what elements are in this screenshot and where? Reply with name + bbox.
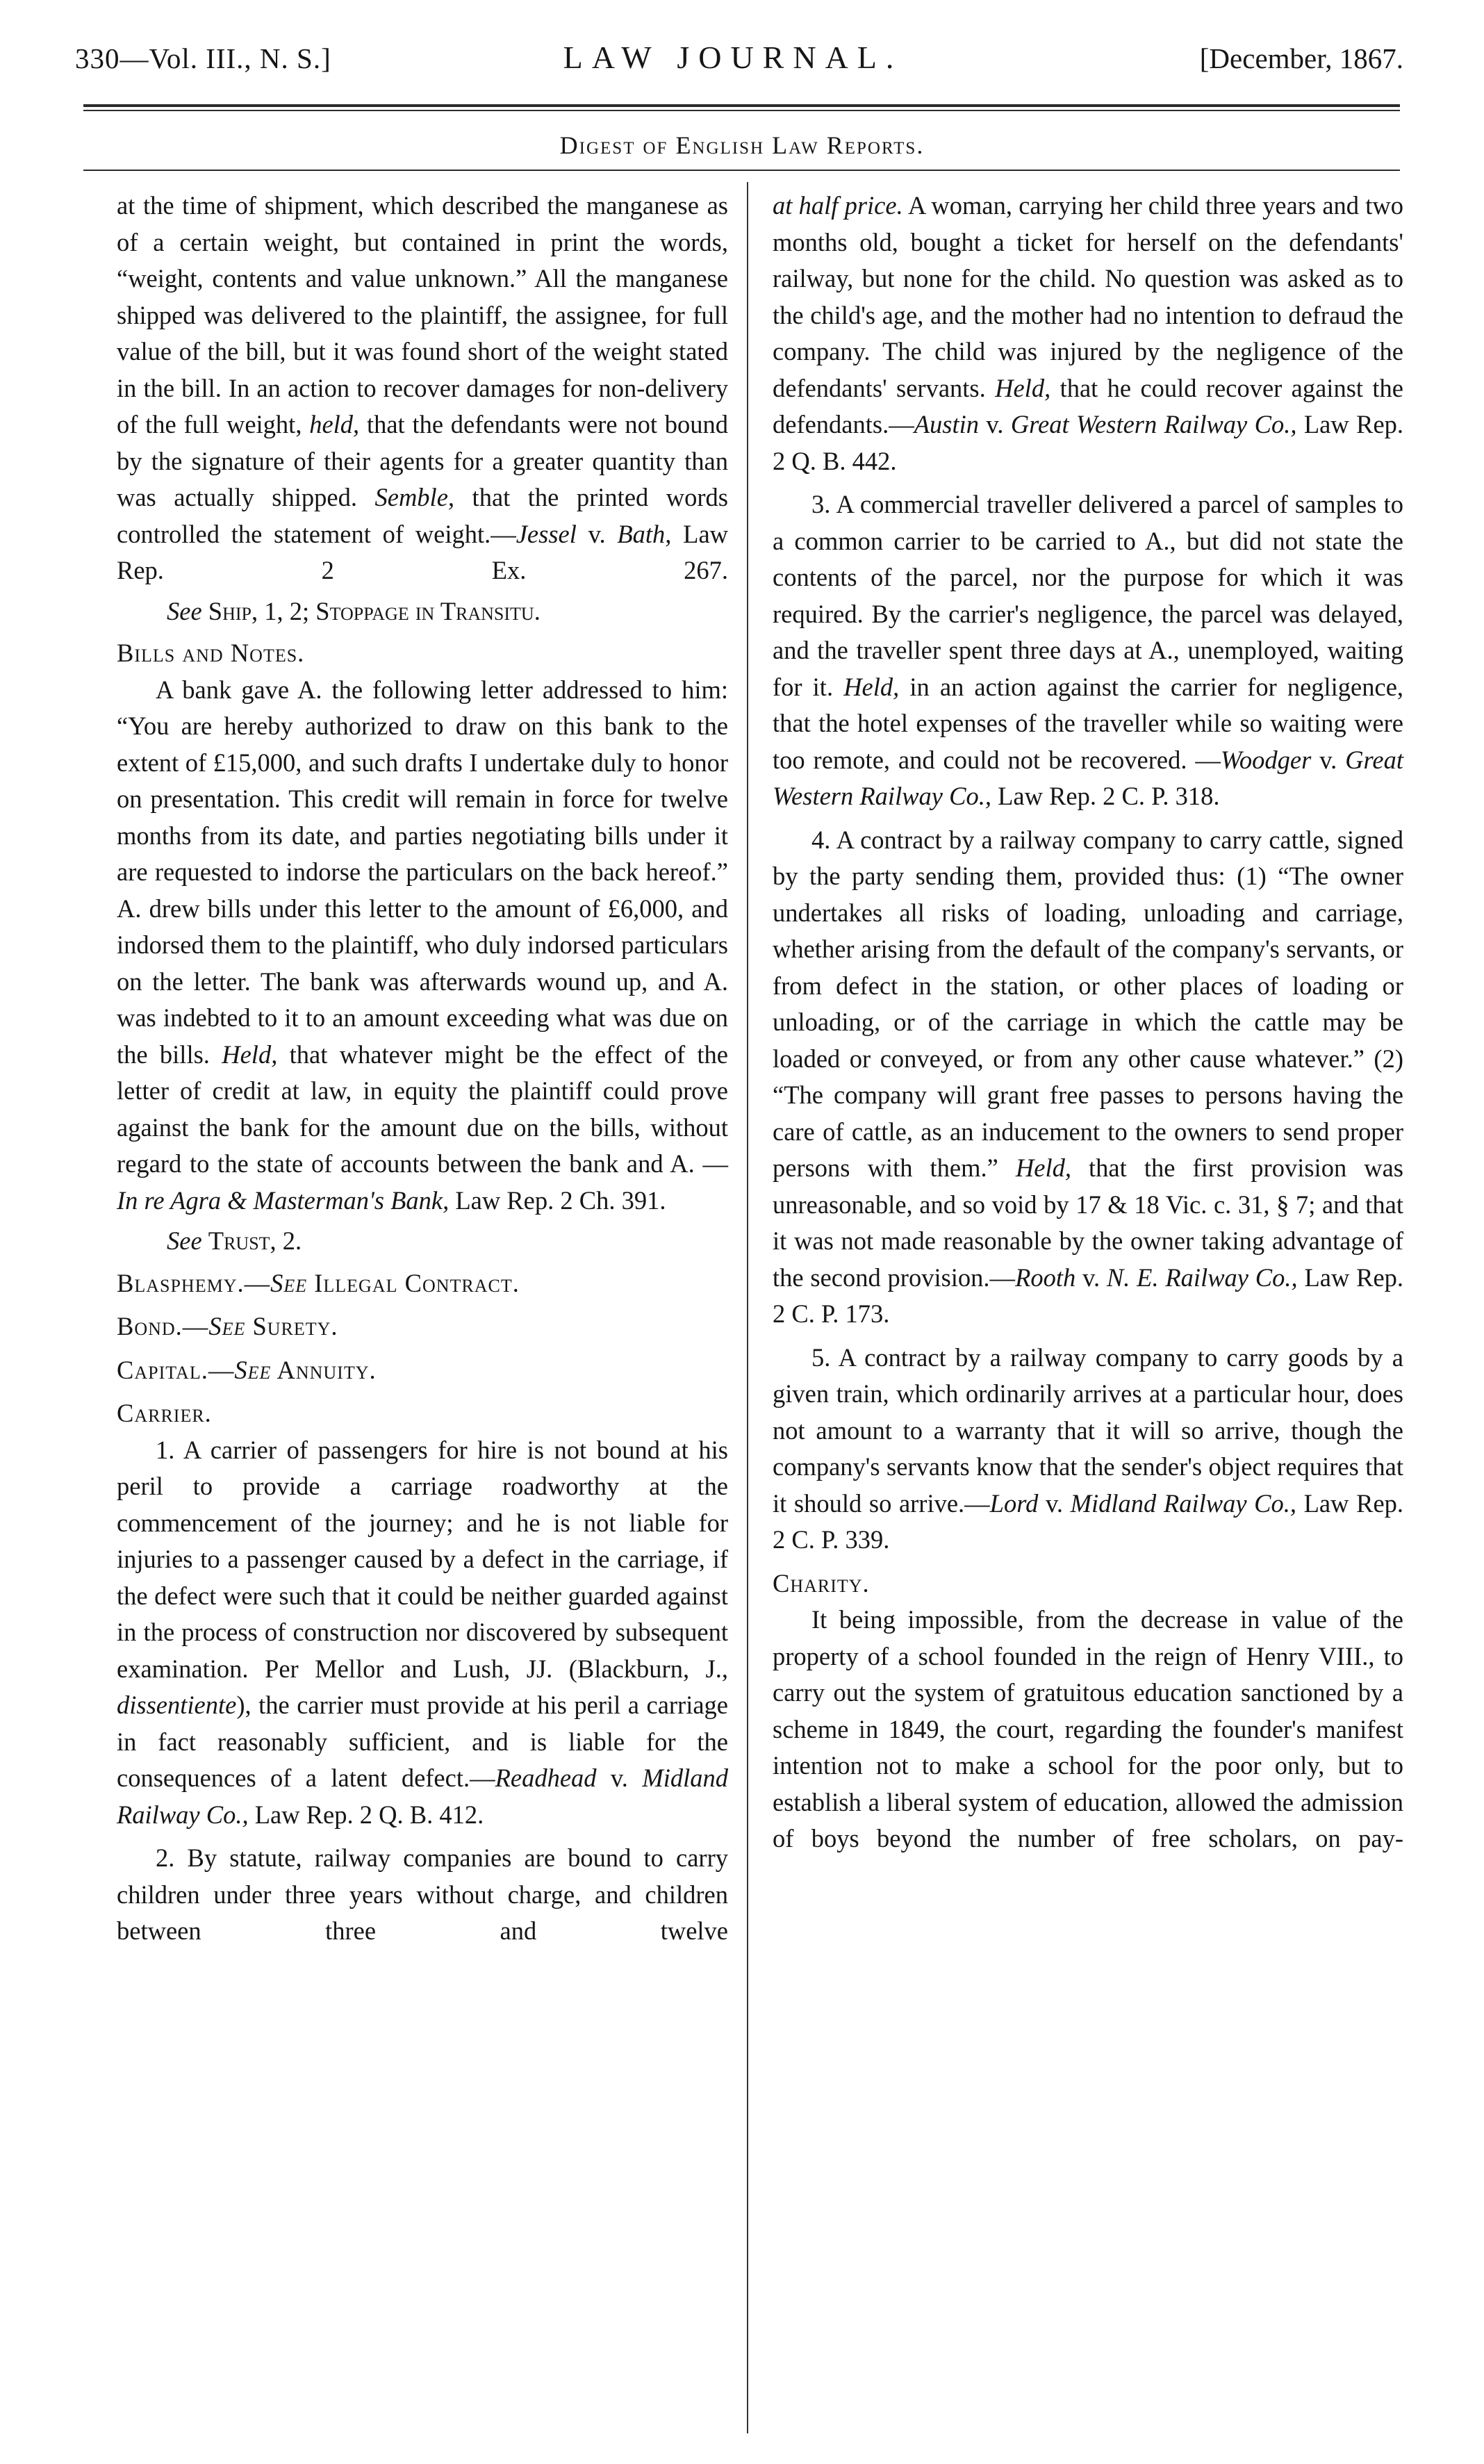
header-rule-thin — [83, 110, 1400, 111]
carrier-item-4: 4. A contract by a railway company to carry cattle, signed by the party sending them, provided thus: (1) “The owner undertakes all risks of loading, unloading and carriage, whether arising from the default of the company's servants, or from defect in the station, or other places of loading or unloading, or of the carriage in which the cattle may be loaded or conveyed, or from any other cause whatever.” (2) “The company will grant free passes to persons having the care of cattle, as an inducement to the owners to send proper persons with them.” Held, that the first provision was unreasonable, and so void by 17 & 18 Vic. c. 31, § 7; and that it was not made reasonable by the owner taking advantage of the second provision.—Rooth v. N. E. Railway Co., Law Rep. 2 C. P. 173. — [773, 825, 1404, 1328]
heading-bills-and-notes: Bills and Notes. — [117, 639, 305, 667]
heading-bond: Bond.—See Surety. — [117, 1312, 338, 1340]
see-reference: See Ship, 1, 2; Stoppage in Transitu. — [167, 596, 541, 625]
subheading-rule — [83, 170, 1400, 171]
heading-capital: Capital.—See Annuity. — [117, 1355, 377, 1384]
page-volume: 330—Vol. III., N. S.] — [75, 42, 331, 74]
carrier-item-2-start: 2. By statute, railway companies are bound to carry children under three years without charge, and children between three and twelve — [117, 1843, 728, 1945]
running-header — [63, 26, 1403, 82]
right-column — [773, 188, 1403, 1857]
see-reference-trust: See Trust, 2. — [167, 1226, 302, 1255]
issue-date: [December, 1867. — [1199, 42, 1403, 74]
carrier-item-5: 5. A contract by a railway company to carry goods by a given train, which ordinarily arrives at a particular hour, does not amount to a warranty that it will so arrive, though the company's servants know that the sender's object requires that it should so arrive.—Lord v. Midland Railway Co., Law Rep. 2 C. P. 339. — [773, 1342, 1404, 1554]
manganese-paragraph: at the time of shipment, which described the manganese as of a certain weight, but contained in print the words, “weight, contents and value unknown.” All the manganese shipped was delivered to the plaintiff, the assignee, for full value of the bill, but it was found short of the weight stated in the bill. In an action to recover damages for non-delivery of the full weight, held, that the defendants were not bound by the signature of their agents for a greater quantity than was actually shipped. Semble, that the printed words controlled the statement of weight.—Jessel v. Bath, Law Rep. 2 Ex. 267. — [117, 191, 729, 584]
bills-paragraph: A bank gave A. the following letter addressed to him: “You are hereby authorized to draw on this bank to the extent of £15,000, and such drafts I undertake duly to honor on presentation. This credit will remain in force for twelve months from its date, and parties negotiating bills under it are requested to indorse the particulars on the back hereof.” A. drew bills under this letter to the amount of £6,000, and indorsed them to the plaintiff, who duly indorsed particulars on the letter. The bank was afterwards wound up, and A. was indebted to it to an amount exceeding what was due on the bills. Held, that whatever might be the effect of the letter of credit at law, in equity the plaintiff could prove against the bank for the amount due on the bills, without regard to the state of accounts between the bank and A. —In re Agra & Masterman's Bank, Law Rep. 2 Ch. 391. — [117, 675, 729, 1215]
carrier-item-3: 3. A commercial traveller delivered a parcel of samples to a common carrier to be carried to A., but did not state the contents of the parcel, nor the purpose for which it was required. By the carrier's negligence, the parcel was delayed, and the traveller spent three days at A., unemployed, waiting for it. Held, in an action against the carrier for negligence, that the hotel expenses of the traveller while so waiting were too remote, and could not be recovered. —Woodger v. Great Western Railway Co., Law Rep. 2 C. P. 318. — [773, 490, 1404, 810]
heading-carrier: Carrier. — [117, 1399, 212, 1427]
section-heading: Digest of English Law Reports. — [559, 131, 925, 159]
header-rule — [83, 104, 1400, 107]
journal-title: LAW JOURNAL. — [563, 40, 903, 75]
left-column — [117, 188, 728, 1950]
carrier-item-2-cont: at half price. A woman, carrying her child three years and two months old, bought a ticket for herself on the defendants' railway, but none for the child. No question was asked as to the child's age, and the mother had no intention to defraud the company. The child was injured by the negligence of the defendants' servants. Held, that he could recover against the defendants.—Austin v. Great Western Railway Co., Law Rep. 2 Q. B. 442. — [773, 191, 1404, 475]
heading-charity: Charity. — [773, 1568, 870, 1598]
column-divider — [747, 182, 748, 2433]
heading-blasphemy: Blasphemy.—See Illegal Contract. — [117, 1268, 520, 1297]
charity-paragraph: It being impossible, from the decrease in value of the property of a school founded in the reign of Henry VIII., to carry out the system of gratuitous education sanctioned by a scheme in 1849, the court, regarding the founder's manifest intention not to make a school for the poor only, but to establish a liberal system of education, allowed the admission of boys beyond the number of free scholars, on pay- — [773, 1605, 1403, 1853]
carrier-item-1: 1. A carrier of passengers for hire is not bound at his peril to provide a carriage roadworthy at the commencement of the journey; and he is not liable for injuries to a passenger caused by a defect in the carriage, if the defect were such that it could be neither guarded against in the process of construction nor discovered by subsequent examination. Per Mellor and Lush, JJ. (Blackburn, J., dissentiente), the carrier must provide at his peril a carriage in fact reasonably sufficient, and is liable for the consequences of a latent defect.—Readhead v. Midland Railway Co., Law Rep. 2 Q. B. 412. — [117, 1435, 728, 1829]
